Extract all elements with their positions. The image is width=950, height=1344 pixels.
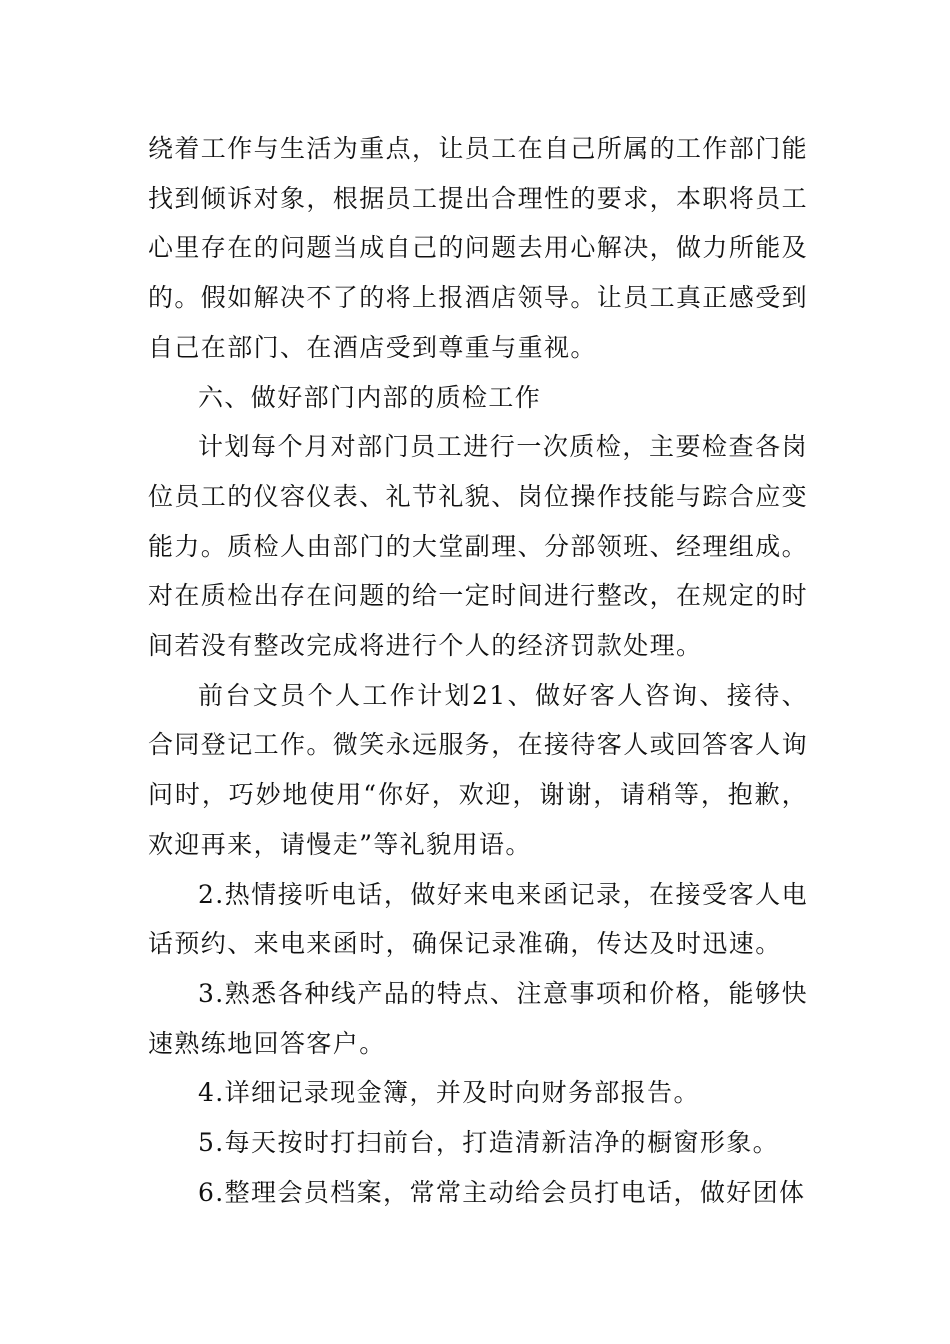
paragraph-continuation: 绕着工作与生活为重点，让员工在自己所属的工作部门能找到倾诉对象，根据员工提出合理性的要求，本职将员工心里存在的问题当成自己的问题去用心解决，做力所能及的。假如解决不了的将上报酒店领导。让员工真正感受到自己在部门、在酒店受到尊重与重视。 <box>148 134 809 362</box>
document-body <box>148 124 808 1217</box>
paragraph-reception-plan: 前台文员个人工作计划21、做好客人咨询、接待、合同登记工作。微笑永远服务，在接待客人或回答客人询问时，巧妙地使用“你好，欢迎，谢谢，请稍等，抱歉，欢迎再来，请慢走”等礼貌用语。 <box>148 680 809 859</box>
list-item-5: 5.每天按时打扫前台，打造清新洁净的橱窗形象。 <box>198 1128 780 1158</box>
list-item-4: 4.详细记录现金簿，并及时向财务部报告。 <box>198 1078 700 1108</box>
paragraph-quality-check: 计划每个月对部门员工进行一次质检，主要检查各岗位员工的仪容仪表、礼节礼貌、岗位操作技能与踪合应变能力。质检人由部门的大堂副理、分部领班、经理组成。对在质检出存在问题的给一定时间进行整改，在规定的时间若没有整改完成将进行个人的经济罚款处理。 <box>148 432 809 661</box>
list-item-2: 2.热情接听电话，做好来电来函记录，在接受客人电话预约、来电来函时，确保记录准确，传达及时迅速。 <box>148 879 808 959</box>
list-item-6: 6.整理会员档案，常常主动给会员打电话，做好团体 <box>198 1177 806 1207</box>
list-item-3: 3.熟悉各种线产品的特点、注意事项和价格，能够快速熟练地回答客户。 <box>148 978 808 1058</box>
section-heading: 六、做好部门内部的质检工作 <box>198 382 542 412</box>
